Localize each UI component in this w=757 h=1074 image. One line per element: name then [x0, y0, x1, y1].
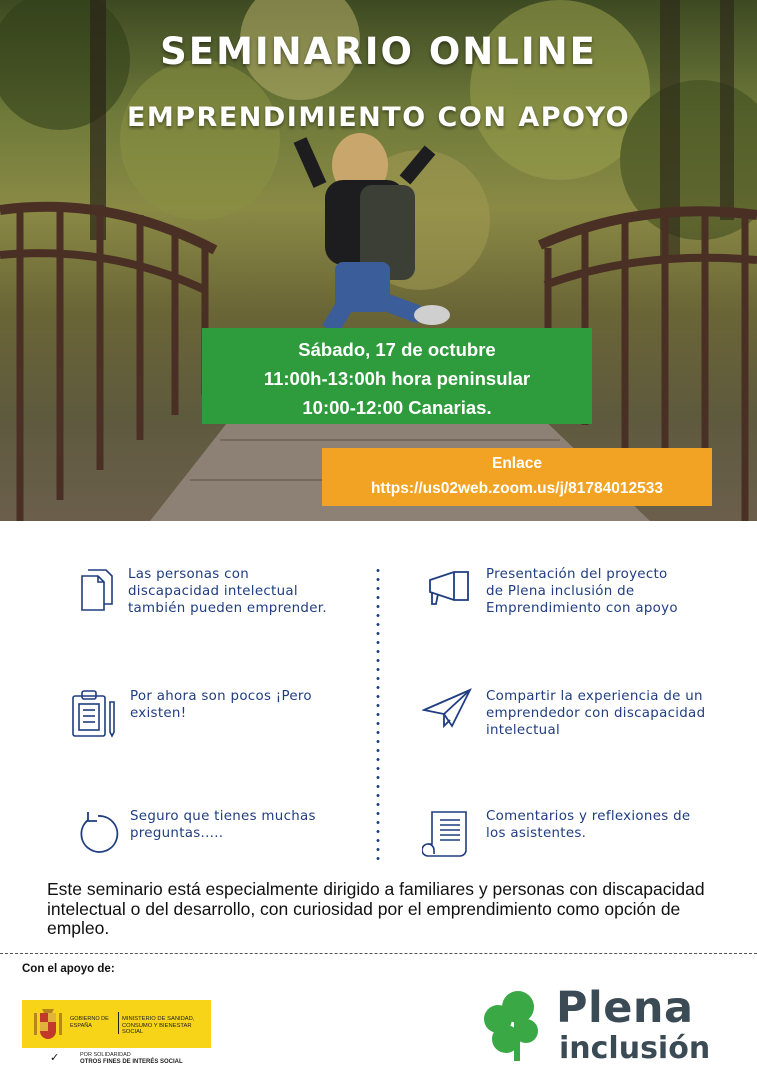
gobierno-espana-logo: [22, 1000, 211, 1048]
feature-item: [76, 808, 346, 864]
dashed-separator: [0, 953, 757, 954]
plena-inclusion-logo-icon: [476, 985, 556, 1065]
refresh-arrow-icon: [76, 808, 120, 860]
logo-sub: inclusión: [559, 1031, 711, 1066]
feature-item: [70, 688, 340, 748]
check-mark-icon: ✓: [50, 1051, 60, 1064]
schedule-time-peninsular: 11:00h-13:00h hora peninsular: [263, 368, 531, 389]
feature-text: Presentación del proyecto de Plena inclusión de Emprendimiento con apoyo: [486, 567, 678, 616]
tax-line-2: OTROS FINES DE INTERÉS SOCIAL: [80, 1058, 183, 1065]
bridge-scene-illustration: [0, 0, 757, 521]
schedule-box: [202, 328, 592, 424]
coat-of-arms-icon: [32, 1007, 64, 1041]
gov-separator: [118, 1012, 119, 1034]
seminar-description: Este seminario está especialmente dirigido a familiares y personas con discapacidad intelectual o del desarrollo, con curiosidad por el emprendimiento como opción de empleo.: [47, 879, 705, 938]
feature-text: Seguro que tienes muchas preguntas.....: [130, 809, 316, 841]
schedule-time-canarias: 10:00-12:00 Canarias.: [302, 397, 492, 418]
feature-item: [422, 808, 722, 868]
documents-icon: [76, 566, 120, 618]
logo-word: Plena: [556, 983, 694, 1033]
dotted-divider: [376, 566, 380, 866]
seminar-subtitle: EMPRENDIMIENTO CON APOYO: [126, 102, 631, 133]
feature-text: Comentarios y reflexiones de los asistentes.: [486, 809, 691, 841]
link-label: Enlace: [492, 455, 542, 472]
clipboard-icon: [70, 688, 120, 740]
support-label: Con el apoyo de:: [22, 963, 115, 975]
paper-plane-icon: [422, 688, 472, 740]
feature-item: [422, 688, 722, 748]
megaphone-icon: [424, 566, 472, 618]
feature-item: [424, 566, 724, 656]
tax-box-text: [80, 1052, 183, 1065]
schedule-date: Sábado, 17 de octubre: [298, 339, 496, 360]
hero-photo: [0, 0, 757, 521]
zoom-link[interactable]: https://us02web.zoom.us/j/81784012533: [370, 480, 664, 497]
link-box: [322, 448, 712, 506]
feature-text: Compartir la experiencia de un emprendedor con discapacidad intelectual: [486, 689, 706, 738]
tax-line-1: POR SOLIDARIDAD: [80, 1052, 131, 1058]
feature-text: Las personas con discapacidad intelectual también pueden emprender.: [128, 567, 327, 616]
gov-left-text: GOBIERNO DE ESPAÑA: [70, 1016, 109, 1029]
feature-text: Por ahora son pocos ¡Pero existen!: [130, 689, 312, 721]
seminar-title: SEMINARIO ONLINE: [160, 30, 597, 73]
gov-right-text: MINISTERIO DE SANIDAD, CONSUMO Y BIENESTAR SOCIAL: [122, 1016, 195, 1035]
scroll-icon: [422, 808, 472, 860]
feature-item: [76, 566, 346, 646]
